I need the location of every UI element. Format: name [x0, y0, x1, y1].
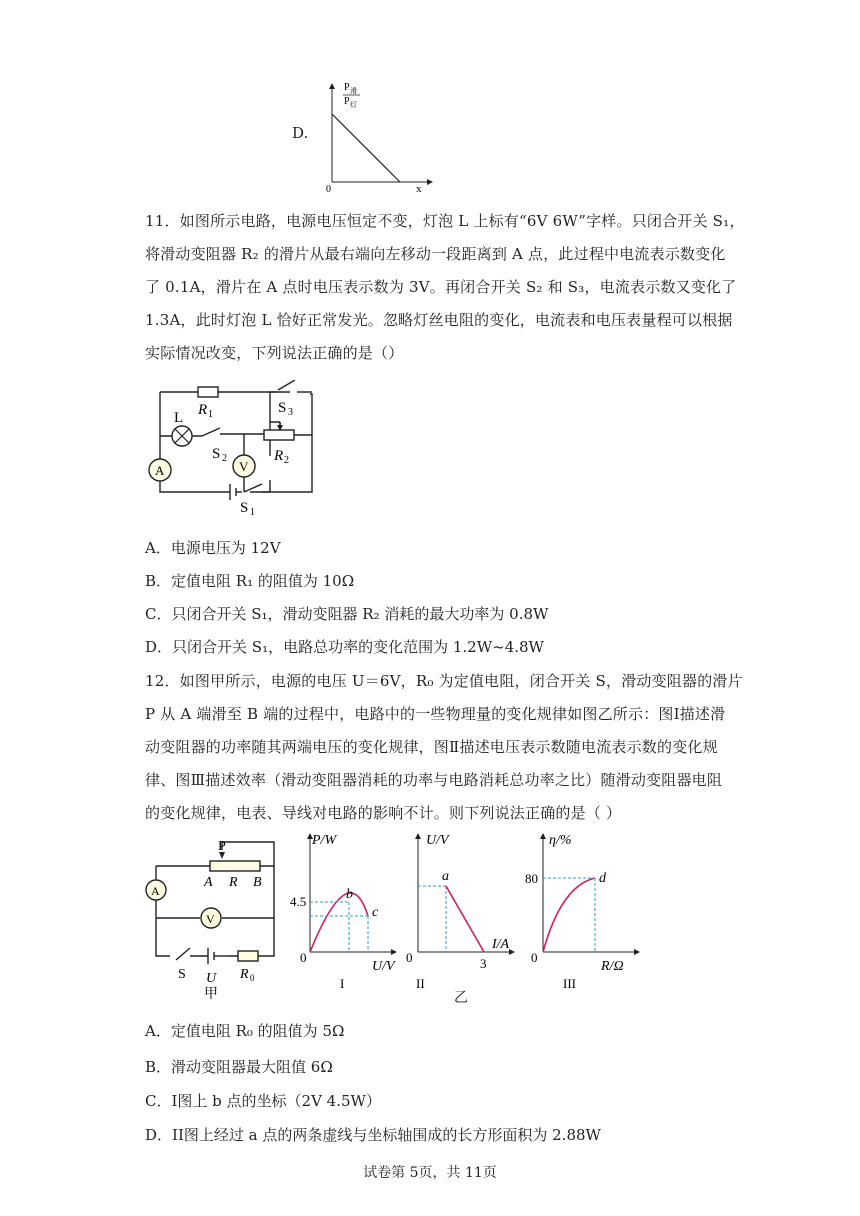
q12-line-3: 动变阻器的功率随其两端电压的变化规律，图Ⅱ描述电压表示数随电流表示数的变化规 [145, 738, 718, 756]
q11-option-c[interactable]: C．只闭合开关 S₁，滑动变阻器 R₂ 消耗的最大功率为 0.8W [145, 605, 549, 623]
label-s1-sub: 1 [250, 507, 255, 518]
q12-option-a[interactable]: A．定值电阻 R₀ 的阻值为 5Ω [145, 1022, 345, 1040]
graph-iii-caption: III [563, 976, 576, 991]
label-s2-sub: 2 [222, 453, 227, 464]
s2-switch [202, 428, 220, 436]
label-r1: R [198, 402, 208, 418]
graph-ii-line [446, 886, 484, 952]
label-ammeter: A [155, 463, 165, 478]
graph-ii-point-a: a [442, 869, 449, 884]
y-label-bottom-sub: 灯 [350, 101, 357, 109]
graph-i-point-b: b [346, 887, 353, 902]
q11-option-a[interactable]: A．电源电压为 12V [145, 539, 281, 557]
graph-iii-origin: 0 [531, 950, 538, 965]
q11-line-3: 了 0.1A，滑片在 A 点时电压表示数为 3V。再闭合开关 S₂ 和 S₃，电流表示数又变化了 [145, 278, 737, 296]
q12-option-d[interactable]: D．II图上经过 a 点的两条虚线与坐标轴围成的长方形面积为 2.88W [145, 1126, 601, 1144]
q11-line-1: 11．如图所示电路，电源电压恒定不变，灯泡 L 上标有“6V 6W”字样。只闭合开关 S₁， [145, 212, 745, 230]
label-a-end: A [204, 875, 213, 890]
label-r2-sub: 2 [284, 455, 289, 466]
graph-i-point-c: c [372, 905, 379, 920]
r2-resistor [264, 430, 294, 440]
q11-line-5: 实际情况改变，下列说法正确的是（） [145, 344, 404, 362]
label-r: R [229, 875, 238, 890]
q12-graph-i [290, 830, 402, 998]
caption-jia: 甲 [204, 987, 218, 1002]
label-r2: R [274, 448, 284, 464]
label-r1-sub: 1 [208, 409, 213, 420]
graph-i-tick: 4.5 [290, 894, 307, 909]
label-s3-sub: 3 [288, 407, 293, 418]
label-s1: S [240, 500, 249, 516]
q11-option-d[interactable]: D．只闭合开关 S₁，电路总功率的变化范围为 1.2W~4.8W [145, 638, 544, 656]
label-s3: S [278, 400, 287, 416]
q12-graph-iii [525, 830, 645, 998]
graph-ii-caption: II [416, 976, 425, 991]
switch-s [176, 948, 190, 960]
y-label-top: P [344, 82, 350, 93]
graph-line [332, 114, 400, 182]
q12-option-c[interactable]: C．I图上 b 点的坐标（2V 4.5W） [145, 1092, 381, 1110]
q12-line-2: P 从 A 端滑至 B 端的过程中，电路中的一些物理量的变化规律如图乙所示：图Ⅰ描述滑 [145, 705, 726, 723]
x-label: x [416, 183, 422, 194]
graph-i-curve [310, 893, 368, 952]
label-ammeter: A [151, 884, 160, 898]
graph-iii-point-d: d [599, 871, 606, 886]
graph-ii-ylabel: U/V [426, 833, 449, 848]
y-label-bottom: P [344, 96, 350, 107]
graph-iii-tick: 80 [525, 871, 538, 886]
prev-option-label: D. [292, 124, 309, 142]
q12-graph-ii [402, 830, 522, 998]
graph-i-origin: 0 [300, 950, 307, 965]
page-footer: 试卷第 5页，共 11页 [363, 1165, 497, 1181]
q12-line-1: 12．如图甲所示，电源的电压 U＝6V，R₀ 为定值电阻，闭合开关 S，滑动变阻器的滑片 [145, 672, 743, 690]
q11-circuit-diagram [140, 380, 330, 518]
graph-ii-tick-x: 3 [480, 956, 487, 971]
q12-option-b[interactable]: B．滑动变阻器最大阻值 6Ω [145, 1058, 333, 1076]
q12-line-5: 的变化规律，电表、导线对电路的影响不计。则下列说法正确的是（ ） [145, 804, 622, 822]
label-l: L [174, 410, 184, 426]
graph-i-ylabel: P/W [312, 833, 337, 848]
graph-iii-curve [543, 878, 595, 952]
graph-ii-xlabel: I/A [492, 937, 510, 952]
graph-i-xlabel: U/V [372, 959, 395, 974]
label-voltmeter: V [206, 912, 215, 926]
label-b-end: B [253, 875, 262, 890]
graph-ii-origin: 0 [406, 950, 413, 965]
graph-iii-ylabel: η/% [549, 833, 572, 848]
label-r0-sub: 0 [250, 973, 255, 983]
resistor-r0 [238, 951, 258, 961]
q11-line-4: 1.3A，此时灯泡 L 恰好正常发光。忽略灯丝电阻的变化，电流表和电压表量程可以根据 [145, 311, 733, 329]
rheostat-r [210, 861, 260, 871]
y-label-top-sub: 滑 [350, 87, 357, 95]
s1-switch [244, 484, 262, 492]
label-s2: S [212, 446, 221, 462]
label-u: U [206, 971, 217, 986]
prev-option-graph [318, 78, 438, 194]
origin-label: 0 [326, 184, 331, 194]
label-voltmeter: V [239, 459, 249, 474]
s3-switch [278, 380, 295, 390]
label-p: P [218, 839, 226, 854]
graph-iii-xlabel: R/Ω [601, 959, 624, 974]
r1-resistor [198, 387, 218, 397]
label-r0: R [240, 967, 249, 982]
q11-line-2: 将滑动变阻器 R₂ 的滑片从最右端向左移动一段距离到 A 点，此过程中电流表示数变化 [145, 245, 726, 263]
graph-i-caption: I [340, 976, 345, 991]
q12-group-caption: 乙 [454, 990, 468, 1006]
q12-line-4: 律、图Ⅲ描述效率（滑动变阻器消耗的功率与电路消耗总功率之比）随滑动变阻器电阻 [145, 771, 723, 789]
q11-option-b[interactable]: B．定值电阻 R₁ 的阻值为 10Ω [145, 572, 355, 590]
label-s: S [178, 967, 186, 982]
q12-circuit-diagram [140, 836, 290, 1002]
